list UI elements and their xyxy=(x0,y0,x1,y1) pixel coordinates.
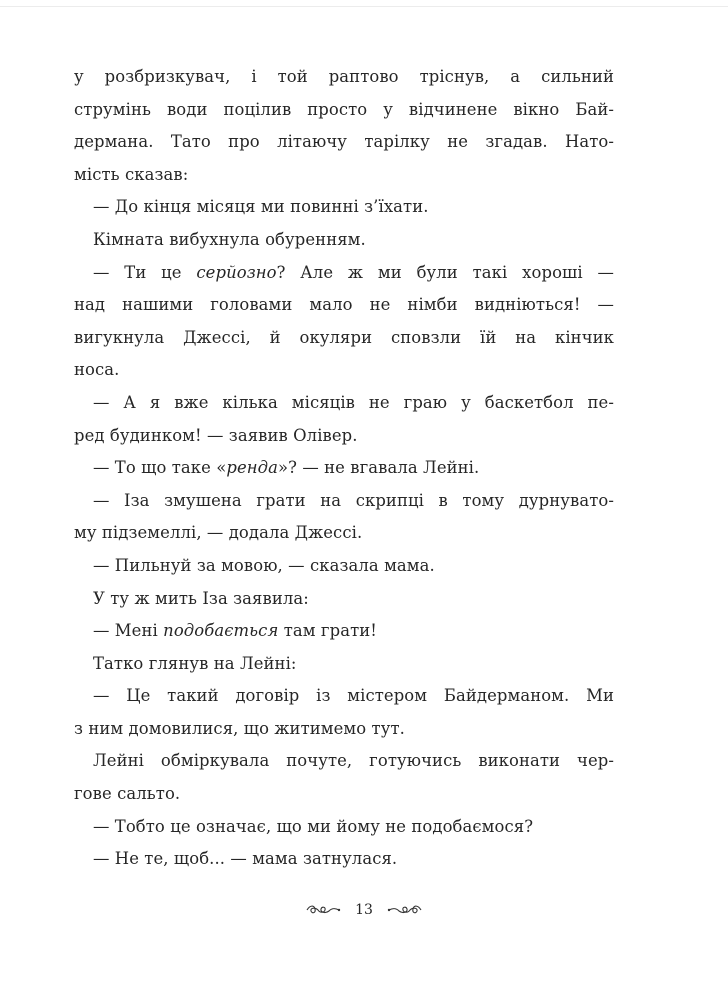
page-number: 13 xyxy=(355,902,373,918)
text-run: Кімната вибухнула обуренням. xyxy=(93,229,366,249)
page-footer xyxy=(0,898,728,922)
text-line xyxy=(74,61,614,94)
body-text xyxy=(74,61,614,876)
text-run: — До кінця місяця ми повинні з’їхати. xyxy=(93,197,429,217)
text-run: гове сальто. xyxy=(74,784,181,804)
text-run: — Не те, щоб... — мама затнулася. xyxy=(93,849,398,869)
text-run: Лейні обміркувала почуте, готуючись виконати чер- xyxy=(93,751,614,771)
text-line xyxy=(74,322,614,355)
top-edge-rule xyxy=(0,6,728,7)
text-line xyxy=(74,126,614,159)
text-line xyxy=(74,485,614,518)
text-line xyxy=(74,713,614,746)
text-line xyxy=(74,354,614,387)
text-run: — Це такий договір із містером Байдерманом. Ми xyxy=(93,686,614,706)
text-line xyxy=(74,811,614,844)
left-ornament-icon xyxy=(305,904,341,916)
text-run: ред будинком! — заявив Олівер. xyxy=(74,425,358,445)
text-line xyxy=(74,420,614,453)
text-run: з ним домовилися, що житимемо тут. xyxy=(74,718,405,738)
text-run: вигукнула Джессі, й окуляри сповзли їй на кінчик xyxy=(74,327,614,347)
text-run: — Мені xyxy=(93,621,164,641)
text-line xyxy=(74,778,614,811)
text-line xyxy=(74,224,614,257)
text-line xyxy=(74,583,614,616)
text-line xyxy=(74,843,614,876)
text-run: там грати! xyxy=(278,621,377,641)
text-line xyxy=(74,257,614,290)
text-line xyxy=(74,745,614,778)
text-run: — Пильнуй за мовою, — сказала мама. xyxy=(93,555,435,575)
text-run: ? Але ж ми були такі хороші — xyxy=(276,262,615,282)
italic-text-run: серйозно xyxy=(196,262,277,282)
right-ornament-icon xyxy=(387,904,423,916)
text-line xyxy=(74,94,614,127)
text-line xyxy=(74,648,614,681)
text-line xyxy=(74,191,614,224)
text-line xyxy=(74,680,614,713)
text-run: — Іза змушена грати на скрипці в тому дурнувато- xyxy=(93,490,614,510)
text-run: Татко глянув на Лейні: xyxy=(93,653,297,673)
text-run: — А я вже кілька місяців не граю у баскетбол пе- xyxy=(93,392,614,412)
text-run: — Тобто це означає, що ми йому не подобаємося? xyxy=(93,816,534,836)
italic-text-run: подобається xyxy=(163,621,279,641)
text-run: над нашими головами мало не німби видніються! — xyxy=(74,295,614,315)
text-run: у розбризкувач, і той раптово тріснув, а сильний xyxy=(74,67,614,86)
text-run: носа. xyxy=(74,360,120,380)
text-run: струмінь води поцілив просто у відчинене вікно Бай- xyxy=(74,99,614,119)
text-run: дермана. Тато про літаючу тарілку не згадав. Нато- xyxy=(74,132,614,152)
text-line xyxy=(74,387,614,420)
text-run: У ту ж мить Іза заявила: xyxy=(93,588,309,608)
text-run: »? — не вгавала Лейні. xyxy=(278,458,480,478)
text-run: му підземеллі, — додала Джессі. xyxy=(74,523,363,543)
text-line xyxy=(74,289,614,322)
text-line xyxy=(74,550,614,583)
italic-text-run: ренда xyxy=(226,458,279,478)
text-line xyxy=(74,159,614,192)
text-run: — Ти це xyxy=(93,262,197,282)
text-line xyxy=(74,452,614,485)
text-run: — То що таке « xyxy=(93,458,227,478)
text-line xyxy=(74,615,614,648)
text-line xyxy=(74,517,614,550)
text-run: мість сказав: xyxy=(74,164,189,184)
